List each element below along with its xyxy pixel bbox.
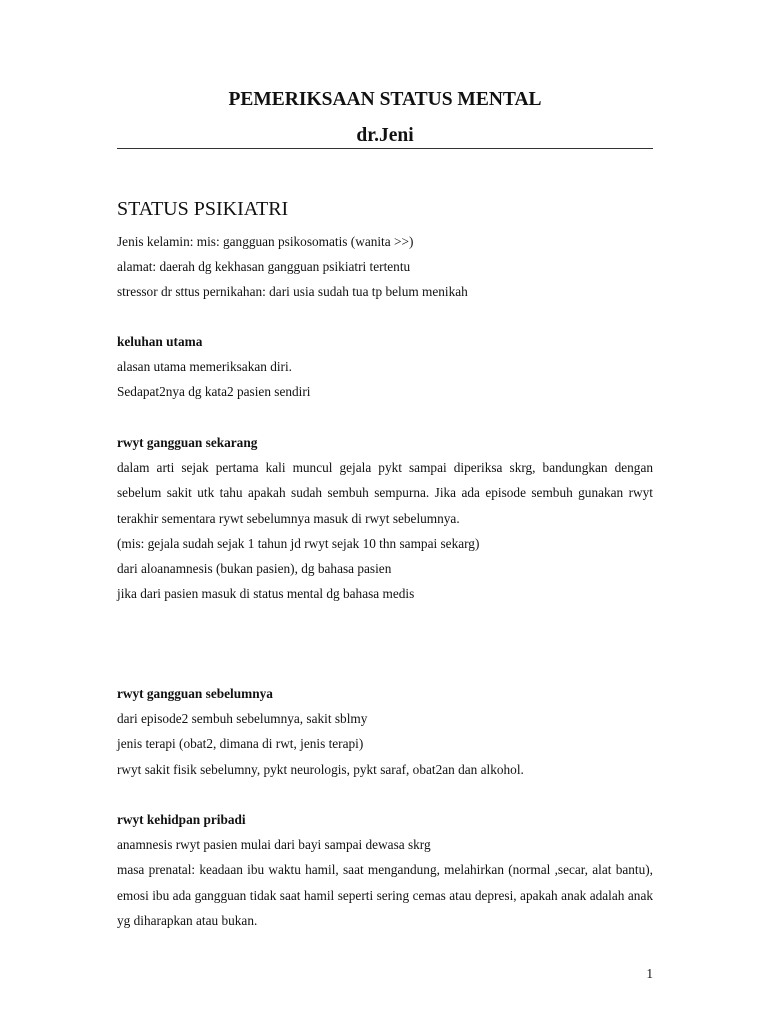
keluhan-utama-line: alasan utama memeriksakan diri.: [117, 359, 293, 375]
intro-line: alamat: daerah dg kekhasan gangguan psikiatri tertentu: [117, 259, 411, 275]
document-author: dr.Jeni: [356, 125, 414, 146]
section-title: STATUS PSIKIATRI: [117, 198, 289, 220]
keluhan-utama-block: [117, 329, 653, 405]
rwyt-sekarang-line: (mis: gejala sudah sejak 1 tahun jd rwyt sejak 10 thn sampai sekarg): [117, 535, 480, 551]
rwyt-sebelumnya-block: [117, 681, 653, 782]
rwyt-pribadi-block: [117, 807, 653, 933]
keluhan-utama-line: Sedapat2nya dg kata2 pasien sendiri: [117, 384, 311, 400]
intro-block: [117, 229, 653, 305]
rwyt-sekarang-block: [117, 430, 653, 606]
rwyt-sekarang-heading: rwyt gangguan sekarang: [117, 435, 258, 450]
page-number: 1: [646, 966, 653, 981]
keluhan-utama-heading: keluhan utama: [117, 334, 203, 349]
header-divider: [117, 148, 653, 149]
intro-line: Jenis kelamin: mis: gangguan psikosomatis (wanita >>): [117, 234, 414, 249]
rwyt-pribadi-paragraph: masa prenatal: keadaan ibu waktu hamil, saat mengandung, melahirkan (normal ,secar, alat bantu), emosi ibu ada gangguan tidak saat hamil seperti sering cemas atau depresi, apakah anak adalah anak yg diharapkan atau bukan.: [117, 862, 653, 928]
rwyt-sebelumnya-line: dari episode2 sembuh sebelumnya, sakit sblmy: [117, 711, 368, 727]
rwyt-sebelumnya-line: jenis terapi (obat2, dimana di rwt, jenis terapi): [117, 736, 364, 752]
rwyt-pribadi-line: anamnesis rwyt pasien mulai dari bayi sampai dewasa skrg: [117, 837, 431, 853]
document-title: PEMERIKSAAN STATUS MENTAL: [228, 89, 542, 110]
rwyt-sekarang-line: jika dari pasien masuk di status mental dg bahasa medis: [117, 586, 415, 602]
document-page: [117, 0, 653, 1024]
intro-line: stressor dr sttus pernikahan: dari usia sudah tua tp belum menikah: [117, 284, 468, 300]
rwyt-sekarang-paragraph: dalam arti sejak pertama kali muncul gejala pykt sampai diperiksa skrg, bandungkan dengan sebelum sakit utk tahu apakah sudah sembuh sempurna. Jika ada episode sembuh gunakan rwyt terakhir sementara rywt sebelumnya masuk di rwyt sebelumnya.: [117, 460, 653, 526]
rwyt-pribadi-heading: rwyt kehidpan pribadi: [117, 812, 246, 827]
rwyt-sebelumnya-line: rwyt sakit fisik sebelumny, pykt neurologis, pykt saraf, obat2an dan alkohol.: [117, 761, 524, 777]
rwyt-sebelumnya-heading: rwyt gangguan sebelumnya: [117, 686, 273, 701]
rwyt-sekarang-line: dari aloanamnesis (bukan pasien), dg bahasa pasien: [117, 561, 392, 577]
